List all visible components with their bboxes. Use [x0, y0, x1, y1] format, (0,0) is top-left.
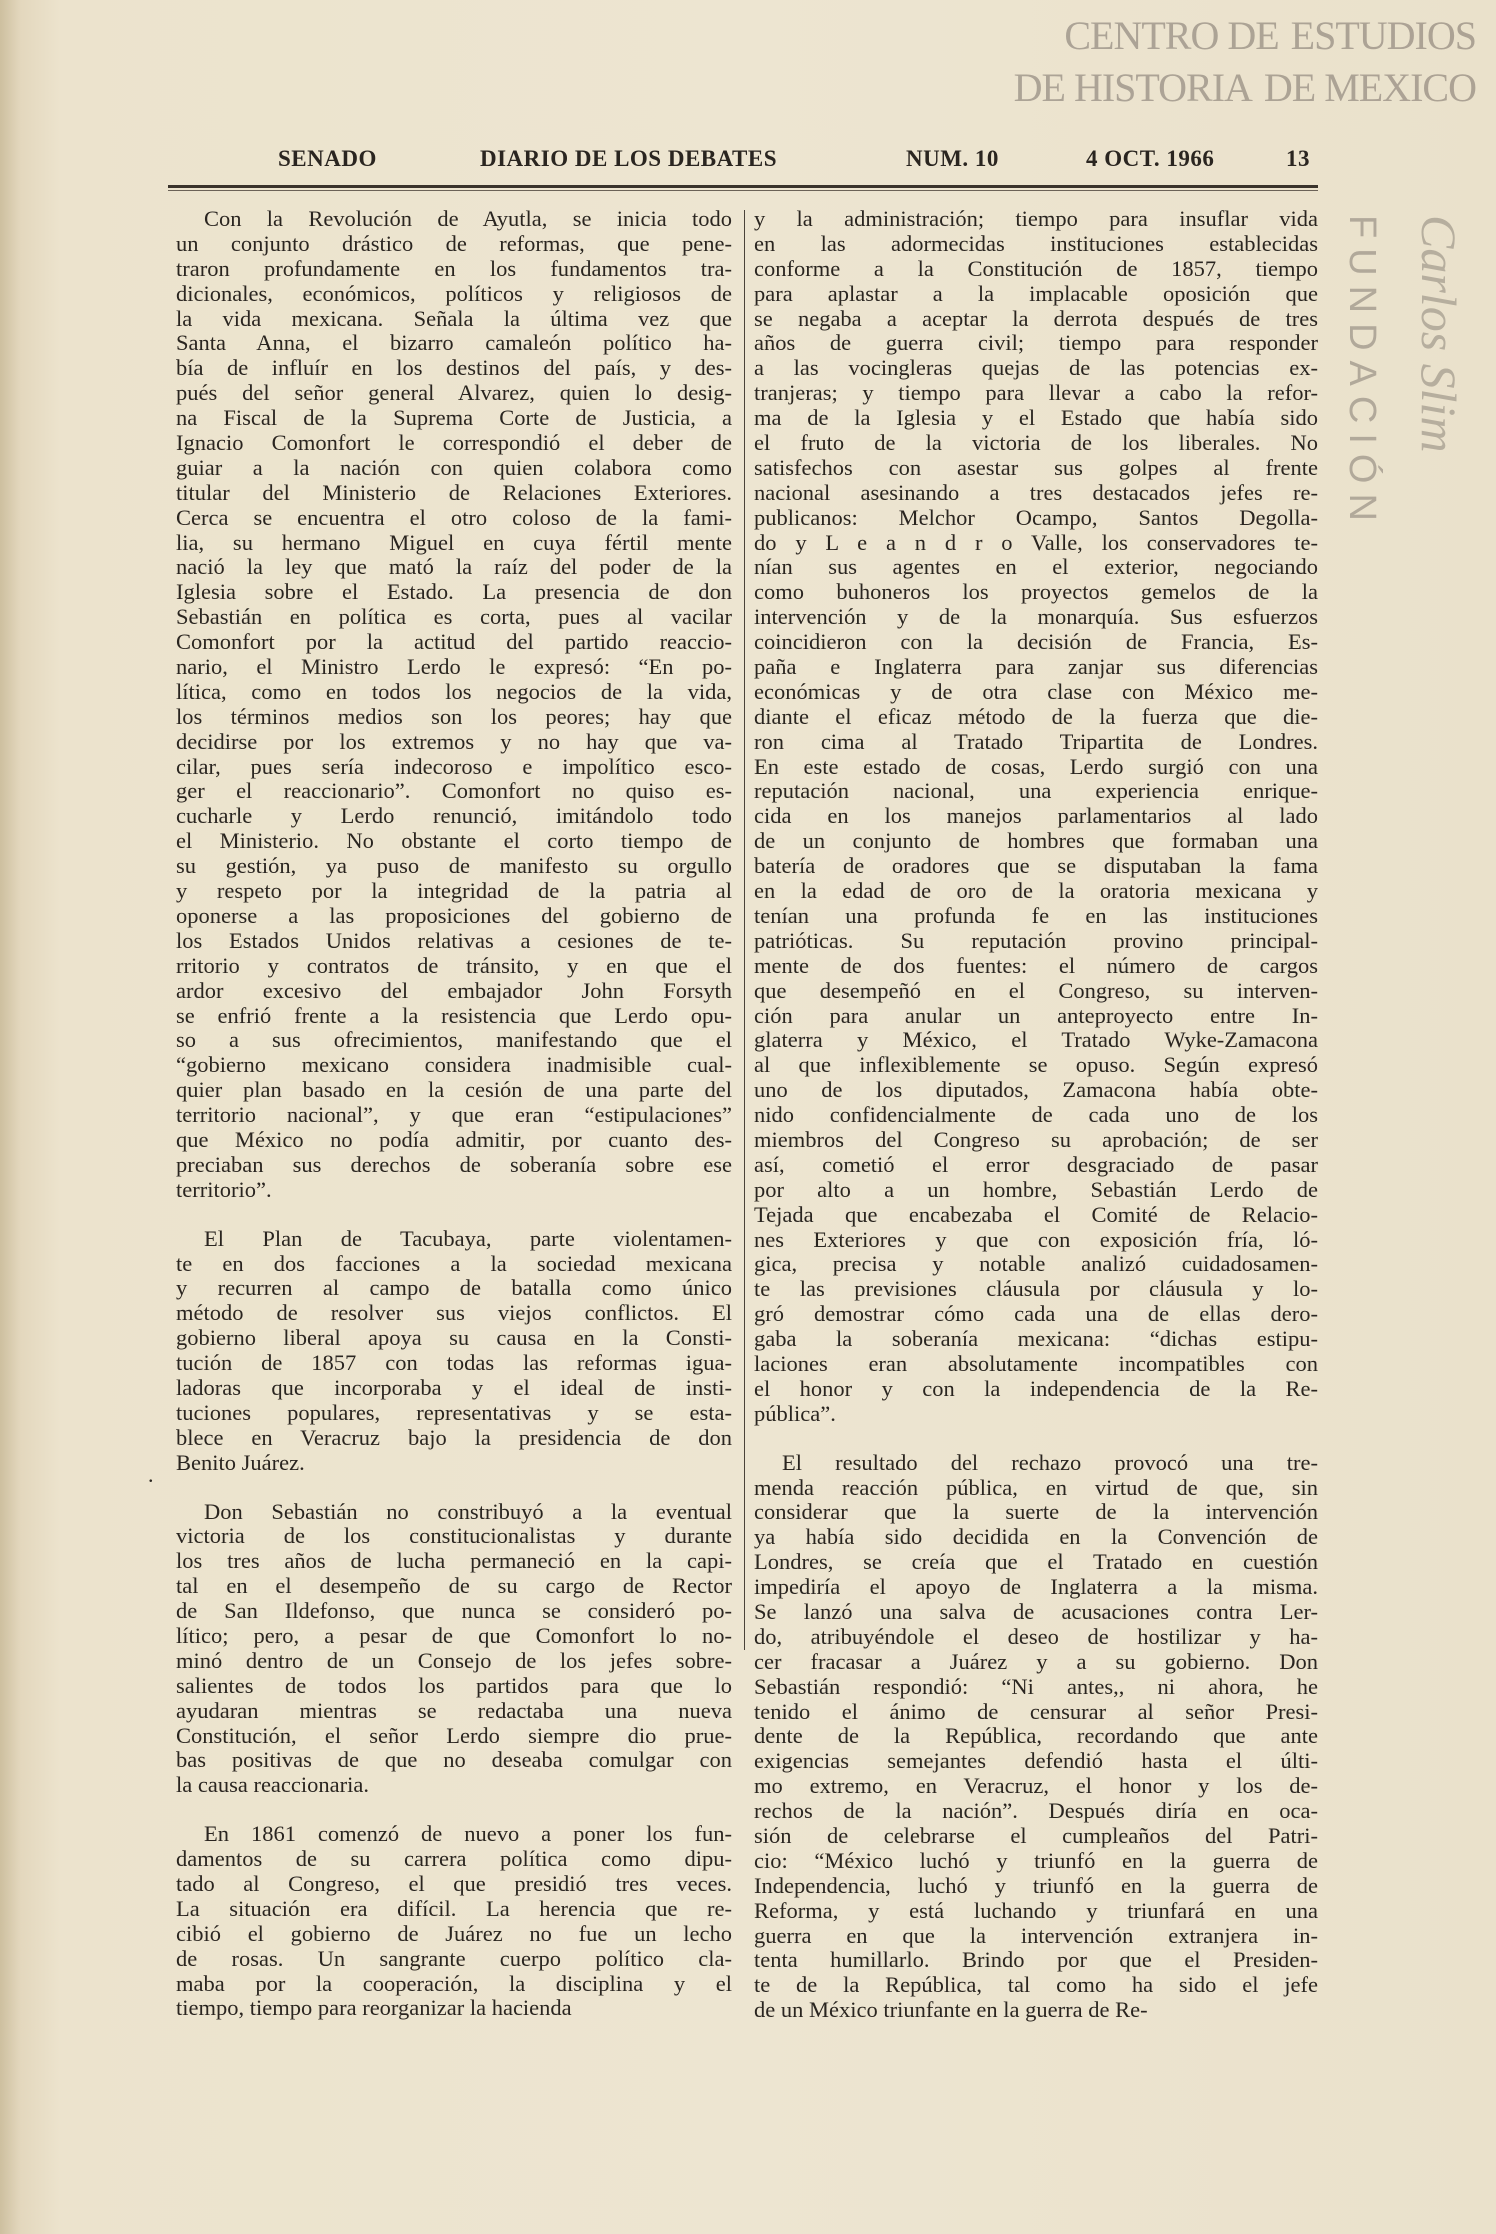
text-line: dicionales, económicos, políticos y religiosos de [176, 280, 732, 306]
text-line: nacional asesinando a tres destacados jefes re- [754, 479, 1318, 505]
text-line: gobierno liberal apoya su causa en la Consti- [176, 1325, 732, 1351]
text-line: ardor excesivo del embajador John Forsyth [176, 977, 732, 1003]
text-line: a las vocingleras quejas de las potencias ex- [754, 355, 1318, 381]
text-line: menda reacción pública, en virtud de que, sin [754, 1474, 1318, 1500]
text-line: al que inflexiblemente se opuso. Según expresó [754, 1052, 1318, 1078]
text-line: La situación era difícil. La herencia que re- [176, 1895, 732, 1921]
text-line: Ignacio Comonfort le correspondió el deber de [176, 430, 732, 456]
text-line: para aplastar a la implacable oposición que [754, 280, 1318, 306]
header-publication: DIARIO DE LOS DEBATES [480, 146, 778, 171]
text-line: gica, precisa y notable analizó cuidadosamen- [754, 1251, 1318, 1277]
text-line: impediría el apoyo de Inglaterra a la misma. [754, 1574, 1318, 1600]
text-line: ladoras que incorporaba y el ideal de insti- [176, 1374, 732, 1400]
text-line: salientes de todos los partidos para que lo [176, 1672, 732, 1698]
text-line: ron cima al Tratado Tripartita de Londres. [754, 728, 1318, 754]
text-line: quier plan basado en la cesión de una parte del [176, 1077, 732, 1103]
text-line: rechos de la nación”. Después diría en oca- [754, 1798, 1318, 1824]
header-rule-thin [168, 190, 1318, 191]
text-line: ger el reaccionario”. Comonfort no quiso es- [176, 778, 732, 804]
text-line: intervención y de la monarquía. Sus esfuerzos [754, 604, 1318, 630]
text-line: el honor y con la independencia de la Re- [754, 1375, 1318, 1401]
text-line: un conjunto drástico de reformas, que pene- [176, 230, 732, 256]
watermark-line: CENTRO DE [1064, 13, 1279, 58]
text-line: oponerse a las proposiciones del gobierno de [176, 902, 732, 928]
text-line: territorio nacional”, y que eran “estipulaciones” [176, 1102, 732, 1128]
text-line: conforme a la Constitución de 1857, tiempo [754, 255, 1318, 281]
text-line: ma de la Iglesia y el Estado que había sido [754, 405, 1318, 431]
text-line: mente de dos fuentes: el número de cargos [754, 952, 1318, 978]
text-line: preciaban sus derechos de soberanía sobre ese [176, 1151, 732, 1177]
text-line: los Estados Unidos relativas a cesiones de te- [176, 927, 732, 953]
text-line: en las adormecidas instituciones establecidas [754, 230, 1318, 256]
text-line: de San Ildefonso, que nunca se consideró po- [176, 1598, 732, 1624]
text-line: la causa reaccionaria. [176, 1772, 369, 1798]
text-line: se negaba a aceptar la derrota después de tres [754, 305, 1318, 331]
text-line: lítica, como en todos los negocios de la vida, [176, 678, 732, 704]
text-line: ayudaran mientras se redactaba una nueva [176, 1697, 732, 1723]
paragraph [754, 207, 1318, 1427]
text-line: En 1861 comenzó de nuevo a poner los fun- [204, 1821, 732, 1847]
text-line: nían sus agentes en el exterior, negociando [754, 554, 1318, 580]
text-line: su gestión, ya puso de manifesto su orgullo [176, 853, 732, 879]
text-line: sión de celebrarse el cumpleaños del Patri- [754, 1823, 1318, 1848]
text-line: de rosas. Un sangrante cuerpo político cla- [176, 1945, 732, 1971]
text-line: reputación nacional, una experiencia enrique- [754, 778, 1318, 804]
text-line: coincidieron con la decisión de Francia, Es- [754, 629, 1318, 655]
text-line: diante el eficaz método de la fuerza que die- [754, 703, 1318, 729]
text-line: victoria de los constitucionalistas y durante [176, 1523, 732, 1549]
text-line: tenta humillarlo. Brindo por que el Presiden- [754, 1947, 1318, 1973]
page-number: 13 [1286, 146, 1310, 171]
text-line: tado al Congreso, el que presidió tres veces. [176, 1871, 732, 1896]
text-line: tución de 1857 con todas las reformas igua- [176, 1350, 732, 1376]
text-line: Independencia, luchó y triunfó en la guerra de [754, 1872, 1318, 1898]
text-line: Con la Revolución de Ayutla, se inicia todo [204, 206, 732, 231]
text-line: Don Sebastián no constribuyó a la eventual [204, 1498, 732, 1524]
paragraph [176, 1500, 732, 1799]
text-line: los términos medios son los peores; hay que [176, 703, 732, 729]
text-line: pués del señor general Alvarez, quien lo desig- [176, 380, 732, 406]
right-column [754, 207, 1318, 2023]
text-line: nes Exteriores y que con exposición fría, ló- [754, 1226, 1318, 1252]
text-line: paña e Inglaterra para zanjar sus diferencias [754, 654, 1318, 680]
text-line: cucharle y Lerdo renunció, imitándolo todo [176, 803, 732, 829]
text-line: guerra en que la intervención extranjera in- [754, 1922, 1318, 1948]
text-line: Iglesia sobre el Estado. La presencia de don [176, 579, 732, 605]
text-line: publicanos: Melchor Ocampo, Santos Degolla- [754, 504, 1318, 530]
text-line: Benito Juárez. [176, 1449, 305, 1475]
text-line: titular del Ministerio de Relaciones Exteriores. [176, 479, 732, 505]
text-line: laciones eran absolutamente incompatibles con [754, 1350, 1318, 1376]
text-line: exigencias semejantes defendió hasta el últi- [754, 1748, 1318, 1774]
text-line: en la edad de oro de la oratoria mexicana y [754, 878, 1318, 904]
watermark-row [1002, 62, 1476, 114]
text-line: satisfechos con asestar sus golpes al frente [754, 454, 1318, 480]
text-line: los tres años de lucha permaneció en la capi- [176, 1548, 732, 1574]
text-line: patrióticas. Su reputación provino principal- [754, 927, 1318, 953]
watermark-line: DE MEXICO [1263, 65, 1476, 110]
watermark-line: DE HISTORIA [1013, 65, 1252, 110]
text-line: Reforma, y está luchando y triunfará en una [754, 1897, 1318, 1923]
text-line: minó dentro de un Consejo de los jefes sobre- [176, 1647, 732, 1673]
text-line: cer fracasar a Juárez y a su gobierno. Don [754, 1648, 1318, 1674]
text-line: uno de los diputados, Zamacona había obte- [754, 1077, 1318, 1103]
text-line: so a sus ofrecimientos, manifestando que el [176, 1027, 732, 1053]
text-line: Londres, se creía que el Tratado en cuestión [754, 1549, 1318, 1575]
text-line: rritorio y contratos de tránsito, y en que el [176, 952, 732, 978]
text-line: tenido el ánimo de censurar al señor Presi- [754, 1698, 1318, 1724]
text-line: se enfrió frente a la resistencia que Lerdo opu- [176, 1002, 732, 1028]
header-section: SENADO [278, 146, 377, 171]
text-line: do, atribuyéndole el deseo de hostilizar y ha- [754, 1623, 1318, 1649]
text-line: tal en el desempeño de su cargo de Rector [176, 1573, 732, 1599]
watermark-fundacion: FUNDACIÓN [1341, 215, 1383, 531]
text-line: método de resolver sus viejos conflictos. El [176, 1300, 732, 1326]
header-date: 4 OCT. 1966 [1086, 146, 1215, 171]
paragraph [176, 1822, 732, 2021]
text-line: tiempo, tiempo para reorganizar la hacienda [176, 1995, 572, 2021]
text-line: y respeto por la integridad de la patria al [176, 878, 732, 904]
watermark-line: ESTUDIOS [1290, 13, 1476, 58]
text-line: lítico; pero, a pesar de que Comonfort lo no- [176, 1622, 732, 1648]
text-line: maba por la cooperación, la disciplina y el [176, 1970, 732, 1996]
text-line: Se lanzó una salva de acusaciones contra Ler- [754, 1598, 1318, 1624]
text-line: tuciones populares, representativas y se esta- [176, 1399, 732, 1425]
text-line: decidirse por los extremos y no hay que va- [176, 728, 732, 754]
text-line: así, cometió el error desgraciado de pasar [754, 1151, 1318, 1177]
text-line: El Plan de Tacubaya, parte violentamen- [204, 1225, 732, 1251]
page-header [168, 146, 1318, 180]
text-line: de un conjunto de hombres que formaban una [754, 828, 1318, 854]
watermark-signature: Carlos Slim [1411, 215, 1467, 453]
text-line: En este estado de cosas, Lerdo surgió con una [754, 753, 1318, 779]
text-line: ya había sido decidida en la Convención de [754, 1524, 1318, 1550]
text-line: guiar a la nación con quien colabora como [176, 454, 732, 480]
text-line: que México no podía admitir, por cuanto des- [176, 1126, 732, 1152]
text-line: y recurren al campo de batalla como único [176, 1275, 732, 1301]
text-line: glaterra y México, el Tratado Wyke-Zamacona [754, 1027, 1318, 1053]
text-line: territorio”. [176, 1176, 272, 1202]
text-line: Santa Anna, el bizarro camaleón político ha- [176, 330, 732, 356]
text-line: cida en los manejos parlamentarios al lado [754, 803, 1318, 829]
text-line: el fruto de la victoria de los liberales. No [754, 430, 1318, 456]
text-line: do y L e a n d r o Valle, los conservadores te- [754, 529, 1318, 555]
text-line: te de la República, tal como ha sido el jefe [754, 1972, 1318, 1998]
margin-dot: . [148, 1462, 154, 1487]
text-line: Cerca se encuentra el otro coloso de la fami- [176, 504, 732, 530]
paragraph [176, 1227, 732, 1476]
text-line: “gobierno mexicano considera inadmisible cual- [176, 1052, 732, 1078]
text-line: tranjeras; y tiempo para llevar a cabo la refor- [754, 380, 1318, 406]
text-line: la vida mexicana. Señala la última vez que [176, 305, 732, 331]
text-line: como buhoneros los proyectos gemelos de la [754, 579, 1318, 605]
text-line: cio: “México luchó y triunfó en la guerra de [754, 1847, 1318, 1873]
text-line: bas positivas de que no deseaba comulgar con [176, 1747, 732, 1773]
text-line: económicas y de otra clase con México me- [754, 678, 1318, 704]
text-line: y la administración; tiempo para insuflar vida [754, 206, 1318, 231]
text-line: el Ministerio. No obstante el corto tiempo de [176, 828, 732, 854]
column-divider [744, 210, 745, 1650]
text-line: gró demostrar cómo cada una de ellas dero- [754, 1301, 1318, 1327]
text-line: Sebastián en política es corta, pues al vacilar [176, 604, 732, 630]
text-line: considerar que la suerte de la intervención [754, 1499, 1318, 1525]
text-line: miembros del Congreso su aprobación; de ser [754, 1126, 1318, 1152]
watermark-row [1002, 10, 1476, 62]
text-line: blece en Veracruz bajo la presidencia de don [176, 1424, 732, 1450]
text-line: batería de oradores que se disputaban la fama [754, 853, 1318, 879]
text-line: nido confidencialmente de cada uno de los [754, 1102, 1318, 1128]
watermark-centro-estudios [1002, 10, 1476, 114]
text-line: te en dos facciones a la sociedad mexicana [176, 1250, 732, 1276]
text-line: pública”. [754, 1400, 836, 1426]
text-line: bía de influír en los destinos del país, y des- [176, 355, 732, 381]
text-line: por alto a un hombre, Sebastián Lerdo de [754, 1176, 1318, 1202]
left-column [176, 207, 732, 2021]
text-line: te las previsiones cláusula por cláusula y lo- [754, 1276, 1318, 1302]
text-line: de un México triunfante en la guerra de Re- [754, 1997, 1148, 2023]
text-line: na Fiscal de la Suprema Corte de Justicia, a [176, 405, 732, 431]
text-line: años de guerra civil; tiempo para responder [754, 330, 1318, 356]
text-line: lia, su hermano Miguel en cuya fértil mente [176, 529, 732, 555]
text-line: traron profundamente en los fundamentos tra- [176, 255, 732, 281]
text-line: cibió el gobierno de Juárez no fue un lecho [176, 1920, 732, 1946]
text-line: Comonfort por la actitud del partido reaccio- [176, 629, 732, 655]
text-line: nario, el Ministro Lerdo le expresó: “En po- [176, 654, 732, 680]
header-rule [168, 185, 1318, 188]
text-line: damentos de su carrera política como dipu- [176, 1846, 732, 1872]
text-line: Tejada que encabezaba el Comité de Relacio- [754, 1201, 1318, 1227]
text-line: cilar, pues sería indecoroso e impolítico esco- [176, 753, 732, 779]
paragraph [754, 1451, 1318, 2023]
text-line: ción para anular un anteproyecto entre In- [754, 1002, 1318, 1028]
text-line: nació la ley que mató la raíz del poder de la [176, 554, 732, 580]
text-line: tenían una profunda fe en las instituciones [754, 902, 1318, 928]
paragraph [176, 207, 732, 1203]
text-line: dente de la República, recordando que ante [754, 1723, 1318, 1749]
text-line: Sebastián respondió: “Ni antes,, ni ahora, he [754, 1673, 1318, 1699]
text-line: que desempeñó en el Congreso, su interven- [754, 977, 1318, 1003]
text-line: Constitución, el señor Lerdo siempre dio prue- [176, 1722, 732, 1748]
text-line: mo extremo, en Veracruz, el honor y los de- [754, 1773, 1318, 1799]
header-number: NUM. 10 [906, 146, 999, 171]
text-line: El resultado del rechazo provocó una tre- [782, 1449, 1318, 1475]
text-line: gaba la soberanía mexicana: “dichas estipu- [754, 1326, 1318, 1352]
